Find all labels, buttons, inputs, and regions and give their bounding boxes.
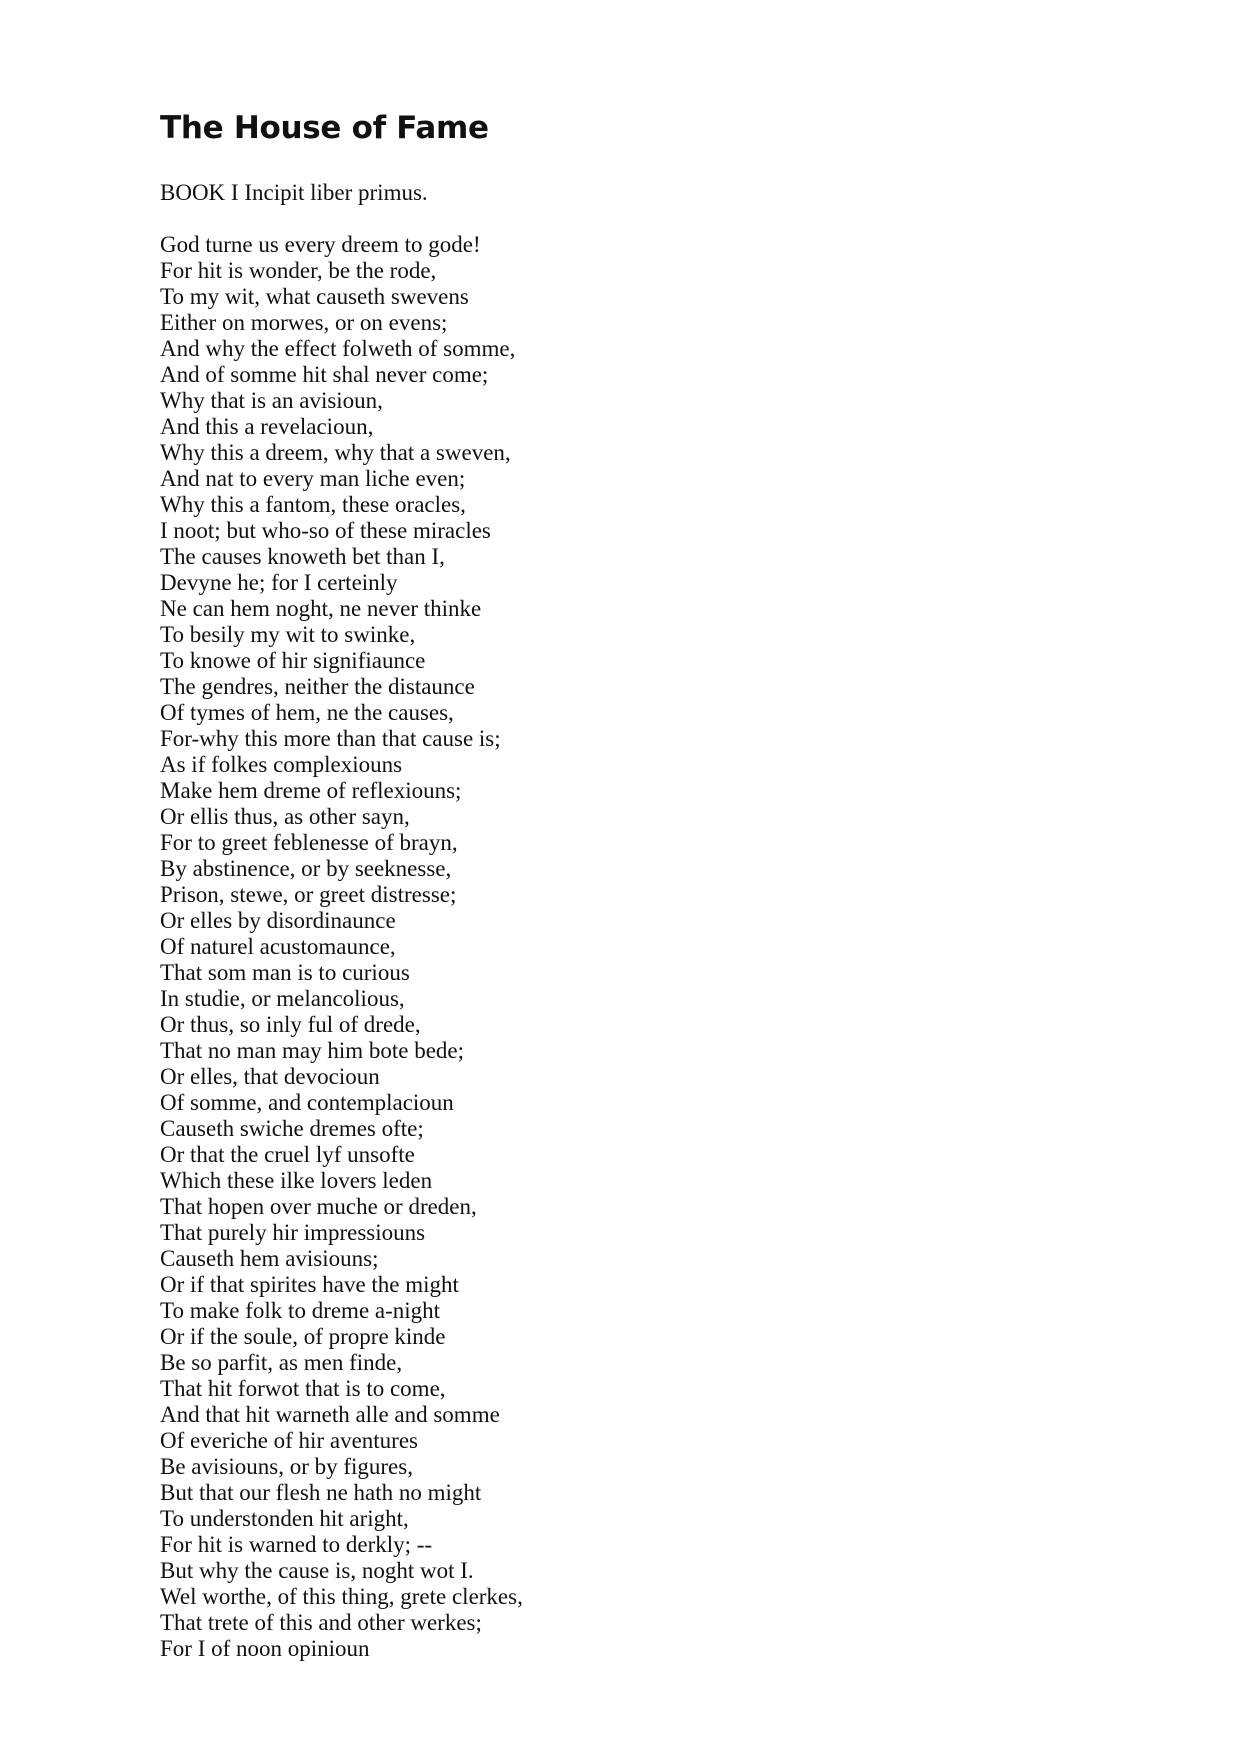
poem-line: That no man may him bote bede; xyxy=(160,1038,465,1063)
poem-line: And nat to every man liche even; xyxy=(160,466,466,491)
poem-line: By abstinence, or by seeknesse, xyxy=(160,856,452,881)
poem-line: Causeth swiche dremes ofte; xyxy=(160,1116,424,1141)
poem-line: But that our flesh ne hath no might xyxy=(160,1480,482,1505)
poem-line: Or if the soule, of propre kinde xyxy=(160,1324,446,1349)
poem-line: Make hem dreme of reflexiouns; xyxy=(160,778,462,803)
poem-line: For I of noon opinioun xyxy=(160,1636,370,1661)
poem-line: And of somme hit shal never come; xyxy=(160,362,489,387)
poem-line: For hit is wonder, be the rode, xyxy=(160,258,437,283)
poem-line: That purely hir impressiouns xyxy=(160,1220,426,1245)
poem-line: To knowe of hir signifiaunce xyxy=(160,648,426,673)
poem-line: And this a revelacioun, xyxy=(160,414,374,439)
poem-line: That som man is to curious xyxy=(160,960,410,985)
poem-line: Devyne he; for I certeinly xyxy=(160,570,398,595)
poem-line: Of everiche of hir aventures xyxy=(160,1428,418,1453)
poem-line: To make folk to dreme a-night xyxy=(160,1298,441,1323)
poem-line: I noot; but who-so of these miracles xyxy=(160,518,491,543)
poem-line: Or thus, so inly ful of drede, xyxy=(160,1012,421,1037)
poem-line: Why this a fantom, these oracles, xyxy=(160,492,466,517)
poem-line: And why the effect folweth of somme, xyxy=(160,336,516,361)
poem-line: Of tymes of hem, ne the causes, xyxy=(160,700,454,725)
poem-line: Wel worthe, of this thing, grete clerkes, xyxy=(160,1584,523,1609)
poem-line: Be so parfit, as men finde, xyxy=(160,1350,403,1375)
poem-line: Or that the cruel lyf unsofte xyxy=(160,1142,415,1167)
poem-line: Why this a dreem, why that a sweven, xyxy=(160,440,511,465)
poem-line: Or if that spirites have the might xyxy=(160,1272,459,1297)
poem-line: Prison, stewe, or greet distresse; xyxy=(160,882,457,907)
poem-line: Be avisiouns, or by figures, xyxy=(160,1454,413,1479)
poem-line: Why that is an avisioun, xyxy=(160,388,383,413)
poem-line: Causeth hem avisiouns; xyxy=(160,1246,379,1271)
poem-line: Ne can hem noght, ne never thinke xyxy=(160,596,482,621)
poem-line: The causes knoweth bet than I, xyxy=(160,544,445,569)
poem-line: For hit is warned to derkly; -- xyxy=(160,1532,433,1557)
poem-line: God turne us every dreem to gode! xyxy=(160,232,481,257)
poem-line: Or ellis thus, as other sayn, xyxy=(160,804,410,829)
book-heading: BOOK I Incipit liber primus. xyxy=(160,180,428,205)
poem-line: But why the cause is, noght wot I. xyxy=(160,1558,474,1583)
poem-body xyxy=(160,232,1060,1662)
poem-line: That hopen over muche or dreden, xyxy=(160,1194,477,1219)
poem-line: And that hit warneth alle and somme xyxy=(160,1402,500,1427)
poem-line: Either on morwes, or on evens; xyxy=(160,310,448,335)
poem-line: That hit forwot that is to come, xyxy=(160,1376,446,1401)
poem-line: As if folkes complexiouns xyxy=(160,752,403,777)
poem-line: In studie, or melancolious, xyxy=(160,986,405,1011)
poem-line: For to greet feblenesse of brayn, xyxy=(160,830,458,855)
poem-line: For-why this more than that cause is; xyxy=(160,726,501,751)
poem-line: Which these ilke lovers leden xyxy=(160,1168,433,1193)
poem-line: Or elles by disordinaunce xyxy=(160,908,396,933)
poem-line: Or elles, that devocioun xyxy=(160,1064,380,1089)
poem-line: To my wit, what causeth swevens xyxy=(160,284,469,309)
poem-line: The gendres, neither the distaunce xyxy=(160,674,475,699)
poem-line: Of naturel acustomaunce, xyxy=(160,934,396,959)
poem-line: That trete of this and other werkes; xyxy=(160,1610,482,1635)
poem-line: To understonden hit aright, xyxy=(160,1506,409,1531)
poem-line: Of somme, and contemplacioun xyxy=(160,1090,454,1115)
poem-line: To besily my wit to swinke, xyxy=(160,622,416,647)
page-title: The House of Fame xyxy=(160,110,489,146)
